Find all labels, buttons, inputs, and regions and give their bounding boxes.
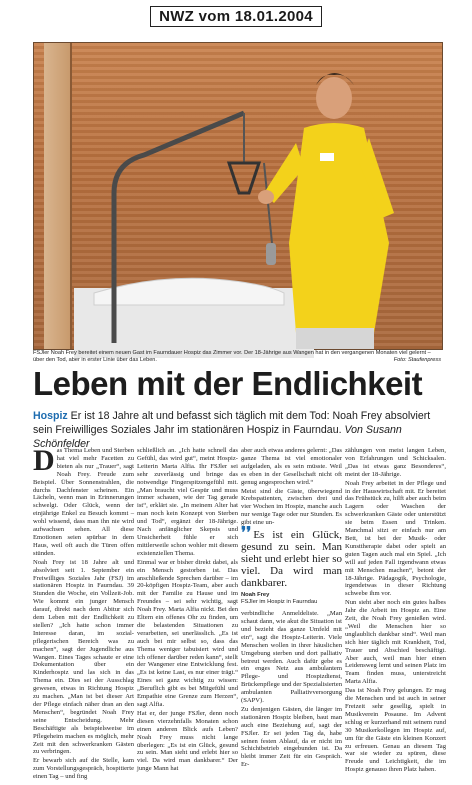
quote-source-role: FSJler im Hospiz in Faurndau bbox=[241, 599, 318, 606]
article-column-2 bbox=[137, 447, 238, 775]
lead-text: Er ist 18 Jahre alt und befasst sich täglich mit dem Tod: Noah Frey absolviert sein Freiwilliges Soziales Jahr im stationären Hospiz in Faurndau. bbox=[33, 410, 431, 436]
pillow bbox=[94, 278, 284, 305]
column-3-paragraph-2: Meist sind die Gäste, überwiegend Krebspatienten, zwischen drei und vier Wochen im Hospiz, manche auch nur wenige Tage oder nur Stunden. Es gibt eine un- bbox=[241, 487, 342, 527]
drop-cap: D bbox=[33, 444, 55, 477]
column-3-paragraph-3: verbindliche Anmeldeliste. „Man schaut dann, wie akut die Situation ist und bezieht das ganze Umfeld mit ein“, sagt die Hospiz-Leiterin. Viele Menschen wollen in ihrer häuslichen Umgebung sterben und dort palliativ betreut werden. Auch dafür gebe es ein enges Netz aus ambulantem Pflege- und Hospizdienst, Brückenpflege und der Spezialisierten ambulanten Palliativversorgung (SAPV). bbox=[241, 610, 342, 705]
column-4-paragraph-1: zählungen von meist langen Leben, von Erfahrungen und Schicksalen. „Das ist etwas ganz Besonderes“, meint der 18-Jährige. bbox=[345, 447, 446, 478]
article-photo bbox=[33, 42, 443, 350]
article-column-3 bbox=[241, 447, 342, 775]
pull-handle-icon bbox=[229, 163, 259, 193]
column-2-paragraph-3: Hat er, der junge FSJler, denn noch diesen vierzehnfalls Monaten schon einen anderen Blick aufs Leben? Noah Frey muss nicht lange überlegen: „Es ist ein Glück, gesund zu sein. Man sieht und erlebt hier so viel. Da wird man dankbarer.“ Der junge Mann hat bbox=[137, 709, 238, 773]
person-head bbox=[316, 77, 352, 119]
caption-text: FSJler Noah Frey bereitet einem neuen Gast im Faurndauer Hospiz das Zimmer vor. Der 18-Jährige aus Wangen hat in den vergangenen Monaten viel gelernt – über den Tod, aber in erster Linie über das Leben. bbox=[33, 350, 431, 363]
pull-quote-source bbox=[241, 592, 342, 606]
pull-quote-text: Es ist ein Glück, gesund zu sein. Man sieht und erlebt hier so viel. Da wird man dankbarer. bbox=[241, 529, 342, 590]
column-3-paragraph-4: Zu denjenigen Gästen, die länger im stationären Hospiz bleiben, baut man auch eine Beziehung auf, sagt der FSJler. Er sei jeden Tag da, habe seinen festen Ablauf, da er nicht im Schichtbetrieb eingebunden ist. Da bleibt immer Zeit für ein Gespräch. Er- bbox=[241, 705, 342, 769]
masthead bbox=[0, 6, 472, 27]
pull-quote bbox=[241, 525, 342, 590]
column-1-paragraph-3: Er bewarb sich auf die Stelle, kam zum Vorstellungsgespräch, hospitierte einen Tag – und fing bbox=[33, 757, 134, 781]
column-1-paragraph-2: Noah Frey ist 18 Jahre alt und absolviert seit 1. September ein Freiwilliges Soziales Jahr (FSJ) im stationären Hospiz in Faurndau. 39 Stunden die Woche, ein Vollzeit-Job. Wie kommt ein junger Mensch darauf, direkt nach dem Abitur sich dem Leben mit der Endlichkeit zu stellen? „Ich hatte schon immer Interesse daran, im sozial-pflegerischen Bereich was zu machen“, sagt der Jugendliche aus Wangen. Eines Tages schaute er eine Dokumentation über ein Kinderhospiz und las sich in das Thema ein. Dies sei der Ausschlag gewesen, etwas in Richtung Hospiz zu machen. „Man ist bei dieser Art der Pflege einfach näher dran an den Menschen“, begründet Noah Frey seine Entscheidung. Mehr Beschäftigte als beispielsweise im Pflegeheim machen es möglich, mehr Zeit mit den schwerkranken Gästen zu verbringen. bbox=[33, 558, 134, 756]
column-4-paragraph-2: Noah Frey arbeitet in der Pflege und in der Hauswirtschaft mit. Er bereitet das Frühstück zu, hilft aber auch beim Lagern oder Waschen der schwerkranken Gäste oder unterstützt sie beim Essen und Trinken. Manchmal sitzt er einfach nur am Bett, ist bei der Musik- oder Kunsttherapie dabei oder spielt an guten Tagen auch mal ein Spiel. „Ich will auf jeden Fall irgendwann etwas mit Menschen machen“, betont der 18-Jährige. Pädagogik, Psychologie, irgendetwas in dieser Richtung schwebe ihm vor. bbox=[345, 479, 446, 598]
person-trousers bbox=[296, 328, 374, 349]
quote-source-name: Noah Frey bbox=[241, 592, 270, 599]
article-column-4 bbox=[345, 447, 446, 775]
photo-credit: Foto: Staufenpress bbox=[393, 357, 441, 363]
lead-paragraph bbox=[33, 409, 441, 451]
column-3-paragraph-1: aber auch etwas anderes gelernt: „Das ganze Thema ist viel emotionaler aufgeladen, als es sein müsste. Weil es eben in der Gesellschaft nicht oft genug angesprochen wird.“ bbox=[241, 447, 342, 486]
column-1-paragraph-1 bbox=[33, 444, 134, 558]
column-4-paragraph-4: Das ist Noah Frey gelungen. Er mag die Menschen und ist auch in seiner Freizeit sehr gesellig, spielt in Musikverein Posaune. Im Advent schlug er kurzerhand mit seinem rund 30 Musikerkollegen im Hospiz auf, um für die Gäste ein kleinen Konzert zu erfreuen. Genau an diesem Tag war sie wieder zu spüren, diese Freude und Leichtigkeit, die im Hospiz genauso ihren Platz haben. bbox=[345, 687, 446, 774]
lead-author: Von Susann Schönfelder bbox=[33, 424, 402, 450]
photo-caption bbox=[33, 350, 441, 364]
column-4-paragraph-3: Nun sieht aber noch ein gutes halbes Jahr die Arbeit im Hospiz an. Eine Zeit, die Noah Frey genießen wird. „Weil die Menschen hier so unglaublich dankbar sind“. Weil man sich hier täglich mit Krankheit, Tod, Trauer und Abschied beschäftigt. Aber auch, weil man hier einen Leidensweg lernt und seinen Platz im Team finden muss, unterstreicht Marta Alfia. bbox=[345, 599, 446, 686]
column-2-paragraph-2: Einmal war er bisher direkt dabei, als ein Mensch gestorben ist. Das anschließende Sprechen darüber – im 20-köpfigen Hospiz-Team, aber auch mit der Familie zu Hause und im Freundes – sei sehr wichtig, sagt Noah Frey. Marta Alfia nickt. Bei den Eltern ein offenes Ohr zu finden, um die belastenden Situationen zu verarbeiten, sei unerlässlich. „Es ist auch bei mir selbst so, dass das Thema weniger tabuisiert wird und ich offener darüber reden kann“, stellt der Wangener eine Entwicklung fest. „Es ist keine Last, es nur einer trägt.“ Eines sei ganz wichtig zu wissen: „Beruflich gibt es bei Mitgefühl und Empathie eine Grenze zum Herzen“, sagt Alfia. bbox=[137, 558, 238, 708]
headline: Leben mit der Endlichkeit bbox=[33, 365, 423, 402]
column-1-paragraph-1-text: as Thema Leben und Sterben hat viel mehr Facetten zu bieten als nur „Trauer“, sagt Noah Frey. Freude zum Beispiel. Über Sonnenstrahlen, die durchs Dachfenster scheinen. Ein Lächeln, wenn man in Erinnerungen schwelgt. Oder Glück, wenn der einjährige Enkel zu Besuch kommt – wohl wissend, dass man ihn nie wird aufwachsen sehen. All diese Emotionen seien spürbar in dem Haus, weil oft auch die Türen offen stünden. bbox=[33, 447, 134, 557]
photo-scene-svg bbox=[34, 43, 442, 349]
name-badge bbox=[320, 153, 334, 161]
quote-mark-icon: ❜❜ bbox=[241, 525, 252, 543]
call-button-icon bbox=[266, 243, 276, 265]
article-column-1 bbox=[33, 444, 134, 781]
masthead-label: NWZ vom 18.01.2004 bbox=[150, 6, 322, 27]
lead-kicker: Hospiz bbox=[33, 410, 68, 422]
column-2-paragraph-1: schließlich an. „Ich hatte schnell das Gefühl, das wird gut“, meint Hospiz-Leiterin Marta Alfia. Ihr FSJler sei sehr zuverlässig und bringe das notwendige Fingerspitzengefühl mit. „Man braucht viel Gespür und muss immer schauen, wie der Tag gerade ist“, erklärt sie. „In meinem Alter hat man noch kein Konzept von Sterben und Tod“, ergänzt der 18-Jährige. Nach anfänglicher Skepsis und Unsicherheit fühle er sich mittlerweile schon wohler mit diesem existenziellen Thema. bbox=[137, 447, 238, 557]
person-hand bbox=[258, 190, 274, 204]
